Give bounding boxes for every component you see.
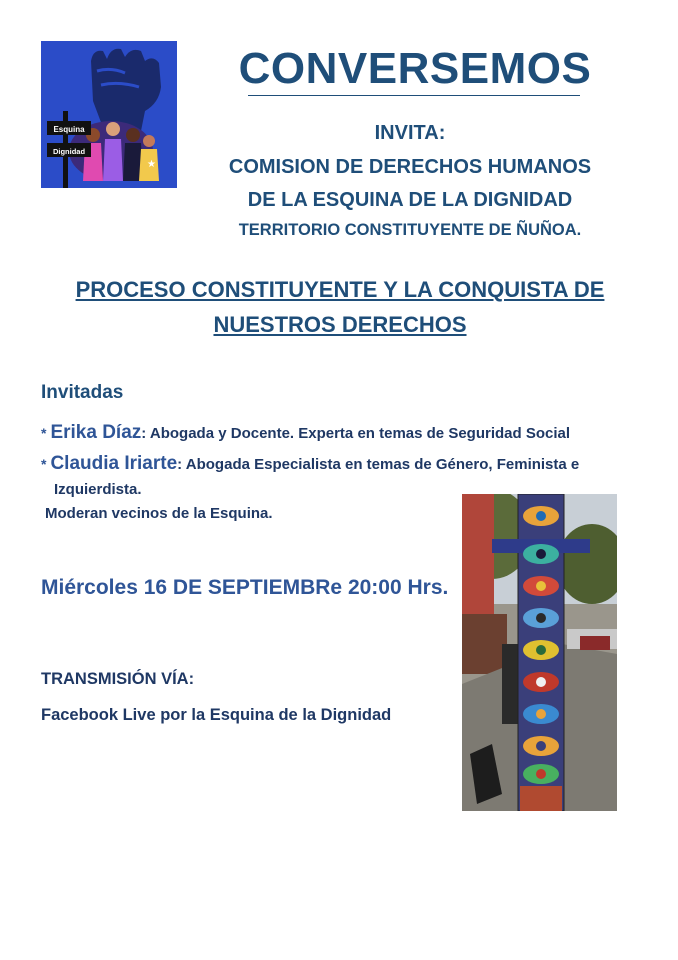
logo-sign-top: Esquina	[53, 125, 85, 134]
organizer-line-2: DE LA ESQUINA DE LA DIGNIDAD	[247, 189, 573, 211]
event-datetime: Miércoles 16 DE SEPTIEMBRe 20:00 Hrs.	[41, 576, 449, 599]
guests-heading: Invitadas	[41, 382, 124, 403]
mosaic-pillar-photo	[462, 494, 617, 811]
guest-item	[41, 422, 570, 444]
guest-name: Claudia Iriarte	[50, 453, 178, 474]
guest-description-continued: Izquierdista.	[54, 481, 142, 498]
star-icon: ★	[147, 159, 156, 170]
guest-name: Erika Díaz	[50, 422, 142, 443]
raised-fist-logo-icon	[41, 41, 177, 188]
territorio-line: TERRITORIO CONSTITUYENTE DE ÑUÑOA.	[238, 221, 582, 239]
guest-description: : Abogada Especialista en temas de Género, Feminista e	[177, 456, 580, 473]
transmission-platform: Facebook Live por la Esquina de la Dignidad	[41, 706, 392, 724]
subtitle-line-2: NUESTROS DERECHOS	[213, 312, 467, 337]
title-underline	[248, 95, 580, 96]
bullet-marker: *	[41, 456, 47, 472]
logo-sign-bottom: Dignidad	[52, 147, 86, 156]
page-title: CONVERSEMOS	[238, 44, 592, 93]
organizer-line-1: COMISION DE DERECHOS HUMANOS	[228, 156, 592, 178]
invita-label: INVITA:	[374, 122, 446, 144]
event-subtitle	[40, 272, 640, 342]
moderators-text: Moderan vecinos de la Esquina.	[45, 505, 273, 522]
subtitle-line-1: PROCESO CONSTITUYENTE Y LA CONQUISTA DE	[75, 277, 605, 302]
transmission-heading: TRANSMISIÓN VÍA:	[41, 670, 195, 688]
bullet-marker: *	[41, 425, 47, 441]
guest-item	[41, 453, 579, 475]
guest-description: : Abogada y Docente. Experta en temas de Seguridad Social	[141, 425, 571, 442]
mosaic-pillar-image	[462, 494, 617, 811]
logo-image	[41, 41, 177, 188]
